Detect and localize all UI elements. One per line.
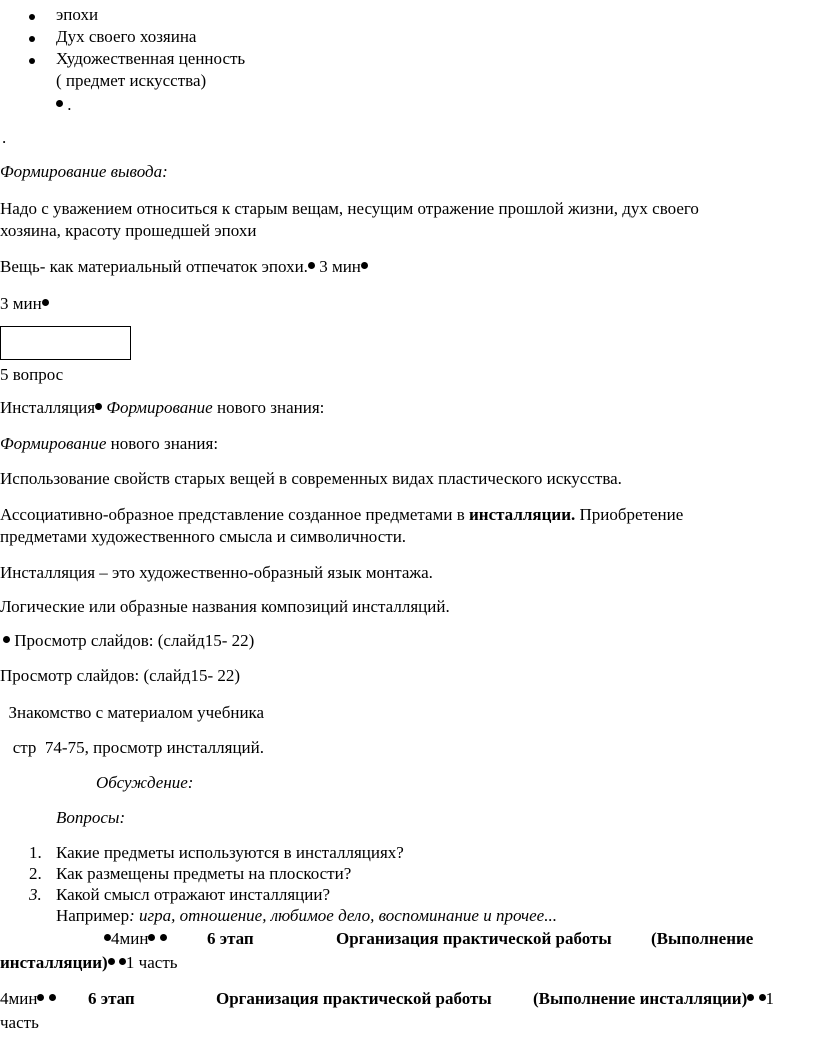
- list-item: ( предмет искусства): [56, 71, 207, 90]
- text-span: Формирование: [102, 398, 213, 417]
- empty-frame: [0, 326, 131, 360]
- question-number: 3.: [29, 885, 42, 904]
- text-span: 1 часть: [125, 953, 178, 972]
- bullet-dot: [747, 994, 754, 1001]
- bullet-dot: [95, 403, 102, 410]
- paragraph-line: [0, 505, 683, 525]
- question-label: 5 вопрос: [0, 365, 64, 384]
- bullet-dot: [108, 958, 115, 965]
- section-heading: Формирование вывода:: [0, 162, 168, 181]
- text-span: 6 этап: [88, 989, 135, 1008]
- paragraph-line: [0, 294, 49, 314]
- paragraph-line: Надо с уважением относиться к старым вещам, несущим отражение прошлой жизни, дух своего: [0, 199, 699, 218]
- list-item: Дух своего хозяина: [56, 27, 197, 46]
- stage-line: часть: [0, 1013, 39, 1032]
- text-span: 6 этап: [207, 929, 254, 948]
- text-span: (Выполнение: [651, 929, 754, 948]
- bullet-dot: [759, 994, 766, 1001]
- text-span: 1: [765, 989, 775, 1008]
- text-span: нового знания:: [212, 398, 325, 417]
- stage-number: [88, 989, 135, 1009]
- bullet-dot: [104, 934, 111, 941]
- example-line: [56, 906, 557, 926]
- bullet-dot: [308, 262, 315, 269]
- paragraph-line: Просмотр слайдов: (слайд15- 22): [0, 666, 241, 685]
- text-span: 4мин: [111, 929, 149, 948]
- question-text: Как размещены предметы на плоскости?: [56, 864, 352, 883]
- bullet-dot: [29, 58, 35, 64]
- paragraph-line: предметами художественного смысла и символичности.: [0, 527, 407, 546]
- text-span: инсталляции): [0, 953, 108, 972]
- list-item: эпохи: [56, 5, 99, 24]
- text-span: Например: [56, 906, 130, 925]
- bullet-dot: [361, 262, 368, 269]
- text-span: нового знания:: [106, 434, 219, 453]
- text-span: Инсталляция: [0, 398, 96, 417]
- paragraph-line: Логические или образные названия композиций инсталляций.: [0, 597, 450, 616]
- text-span: Вещь- как материальный отпечаток эпохи.: [0, 257, 308, 276]
- text-span: 3 мин: [314, 257, 361, 276]
- list-item: Художественная ценность: [56, 49, 246, 68]
- text-span: Организация практической работы: [216, 989, 492, 1008]
- text-span: инсталляции.: [468, 505, 576, 524]
- paragraph-line: [0, 257, 368, 277]
- paragraph-line: стр 74-75, просмотр инсталляций.: [0, 738, 264, 757]
- question-number: 2.: [29, 864, 42, 883]
- list-item: [56, 95, 72, 115]
- bullet-dot: [148, 934, 155, 941]
- stage-paren: [651, 929, 753, 949]
- stage-title: [336, 929, 612, 949]
- bullet-dot: [119, 958, 126, 965]
- questions-heading: Вопросы:: [56, 808, 126, 827]
- stage-paren: [533, 989, 774, 1009]
- text-span: 3 мин: [0, 294, 42, 313]
- bullet-dot: [37, 994, 44, 1001]
- bullet-dot: [29, 14, 35, 20]
- paragraph-line: [0, 398, 324, 418]
- question-number: 1.: [29, 843, 42, 862]
- text-span: Формирование: [0, 434, 107, 453]
- bullet-dot: [56, 100, 63, 107]
- text-span: Просмотр слайдов: (слайд15- 22): [10, 631, 255, 650]
- question-text: Какие предметы используются в инсталляциях?: [56, 843, 404, 862]
- text-span: 4мин: [0, 989, 38, 1008]
- text-span: Приобретение: [575, 505, 684, 524]
- paragraph-line: Инсталляция – это художественно-образный язык монтажа.: [0, 563, 433, 582]
- bullet-dot: [42, 299, 49, 306]
- paragraph-line: Знакомство с материалом учебника: [0, 703, 265, 722]
- question-text: Какой смысл отражают инсталляции?: [56, 885, 331, 904]
- paragraph-line: [0, 434, 218, 454]
- paragraph-line: [3, 631, 254, 651]
- stage-line: [104, 929, 167, 949]
- bullet-dot: [29, 36, 35, 42]
- bullet-dot: [3, 636, 10, 643]
- paragraph-line: Использование свойств старых вещей в современных видах пластического искусства.: [0, 469, 622, 488]
- list-item-text: .: [67, 95, 72, 114]
- stage-title: [216, 989, 492, 1009]
- discussion-heading: Обсуждение:: [96, 773, 194, 792]
- text-span: (Выполнение инсталляции): [533, 989, 748, 1008]
- text-span: : игра, отношение, любимое дело, воспоминание и прочее...: [129, 906, 557, 925]
- bullet-dot: [160, 934, 167, 941]
- text-span: Ассоциативно-образное представление созданное предметами в: [0, 505, 469, 524]
- lone-dot: .: [2, 128, 7, 147]
- text-span: Организация практической работы: [336, 929, 612, 948]
- stage-line: [0, 953, 178, 973]
- stage-number: [207, 929, 254, 949]
- bullet-dot: [49, 994, 56, 1001]
- stage-line: [0, 989, 56, 1009]
- paragraph-line: хозяина, красоту прошедшей эпохи: [0, 221, 257, 240]
